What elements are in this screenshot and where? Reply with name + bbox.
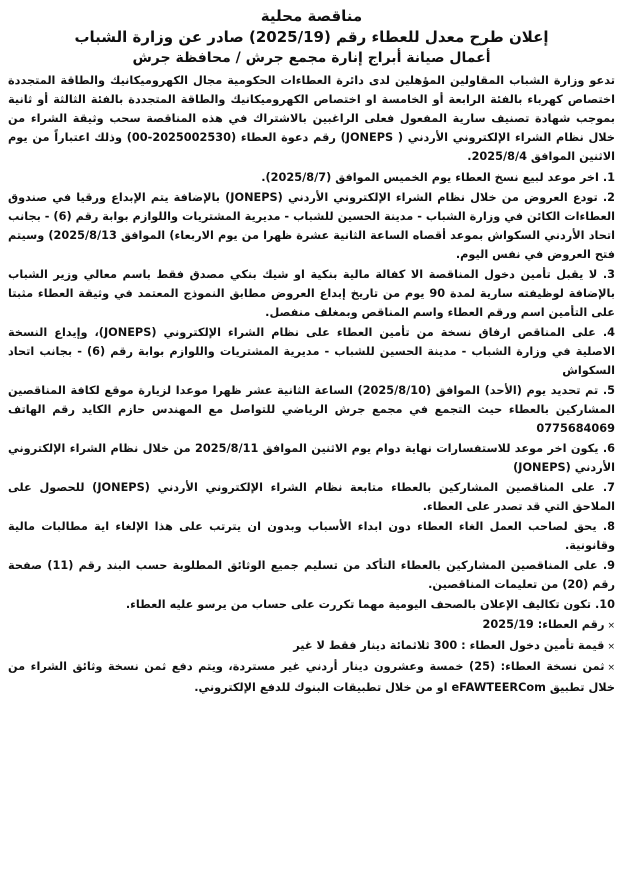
- security-value: قيمة تأمين دخول العطاء : 300 ثلاثمائة دينار فقط لا غير: [293, 639, 605, 652]
- conditions-list: [8, 168, 615, 614]
- condition-item-8: 8. يحق لصاحب العمل الغاء العطاء دون ابداء الأسباب وبدون ان يترتب على هذا الإلغاء اية مطالبات مالية وقانونية.: [8, 520, 615, 552]
- intro-paragraph: تدعو وزارة الشباب المقاولين المؤهلين لدى دائرة العطاءات الحكومية مجال الكهروميكانيك والطاقة المتجددة اختصاص كهرباء بالفئة الرابعة أو الخامسة او اختصاص الكهروميكانيك والطاقة المتجددة بالفئة الثالثة أو ثانية بموجب شهادة تصنيف سارية المفعول فعلى الراغبين بالاشتراك في هذه المناقصة سحب وثيقة الشراء من خلال نظام الشراء الإلكتروني الأردني ( JONEPS) رقم دعوة العطاء (2025002530-00) وذلك اعتباراً من يوم الاثنين الموافق 2025/8/4.: [8, 74, 615, 163]
- title-block: [8, 6, 615, 69]
- condition-item-6: 6. يكون اخر موعد للاستفسارات نهاية دوام يوم الاثنين الموافق 2025/8/11 من خلال نظام الشراء الإلكتروني الأردني (JONEPS): [8, 442, 615, 474]
- condition-item-5: 5. تم تحديد يوم (الأحد) الموافق (2025/8/10) الساعة الثانية عشر ظهرا موعدا لزيارة موقع لكافة المناقصين المشاركين بالعطاء حيث التجمع في مجمع جرش الرياضي للتواصل مع المهندس حازم الكايد رقم الهاتف 0775684069: [8, 384, 615, 435]
- copy-price: ثمن نسخة العطاء: (25) خمسة وعشرون دينار أردني غير مستردة، ويتم دفع ثمن نسخة وثائق الشراء من خلال تطبيق eFAWTEERCom او من خلال تطبيقات البنوك للدفع الإلكتروني.: [8, 660, 615, 694]
- condition-item-7: 7. على المناقصين المشاركين بالعطاء متابعة نظام الشراء الإلكتروني الأردني (JONEPS) للحصول على الملاحق التي قد تصدر على العطاء.: [8, 481, 615, 513]
- bullet-mark: ×: [607, 642, 615, 652]
- title-project: أعمال صيانة أبراج إنارة مجمع جرش / محافظة جرش: [132, 50, 491, 66]
- condition-item-3: 3. لا يقبل تأمين دخول المناقصة الا كفالة مالية بنكية او شيك بنكي مصدق فقط باسم معالي وزير الشباب بالإضافة لوظيفته سارية لمدة 90 يوم من تاريخ إبداع العروض مطابق النموذج المعتمد في وثيقة العطاء مثبتا على التأمين اسم ورقم العطاء واسم المناقص وبمغلف منفصل.: [8, 268, 615, 319]
- copy-price-line: [8, 657, 615, 697]
- condition-item-2: 2. تودع العروض من خلال نظام الشراء الإلكتروني الأردني (JONEPS) بالإضافة يتم الإبداع ورقيا في صندوق العطاءات الكائن في وزارة الشباب - مدينة الحسين للشباب - مديرية المشتريات واللوازم بوابة رقم (6) - بجانب اتحاد الأردني السكواش بموعد أقصاه الساعة الثانية عشرة ظهرا من يوم الاربعاء) الموافق 2025/8/13) وسيتم فتح العروض في نفس اليوم.: [8, 191, 615, 261]
- condition-item-1: 1. اخر موعد لبيع نسخ العطاء يوم الخميس الموافق (2025/8/7).: [261, 171, 615, 184]
- bullet-mark: ×: [607, 663, 615, 673]
- title-local-tender: مناقصة محلية: [260, 7, 363, 25]
- tender-number-line: [8, 615, 615, 636]
- bullet-mark: ×: [607, 621, 615, 631]
- title-announcement: إعلان طرح معدل للعطاء رقم (2025/19) صادر عن وزارة الشباب: [74, 28, 549, 46]
- condition-item-10: 10. تكون تكاليف الإعلان بالصحف اليومية مهما تكررت على حساب من يرسو عليه العطاء.: [125, 598, 615, 611]
- condition-item-4: 4. على المناقص ارفاق نسخة من تأمين العطاء على نظام الشراء الإلكتروني (JONEPS)، وإيداع النسخة الاصلية في وزارة الشباب - مدينة الحسين للشباب - مديرية المشتريات واللوازم بوابة رقم (6) - بجانب اتحاد السكواش: [8, 326, 615, 377]
- condition-item-9: 9. على المناقصين المشاركين بالعطاء التأكد من تسليم جميع الوثائق المطلوبة حسب البند رقم (11) صفحة رقم (20) من تعليمات المناقصين.: [8, 559, 615, 591]
- footer-details: [8, 615, 615, 697]
- security-value-line: [8, 636, 615, 657]
- tender-number: رقم العطاء: 2025/19: [482, 618, 605, 631]
